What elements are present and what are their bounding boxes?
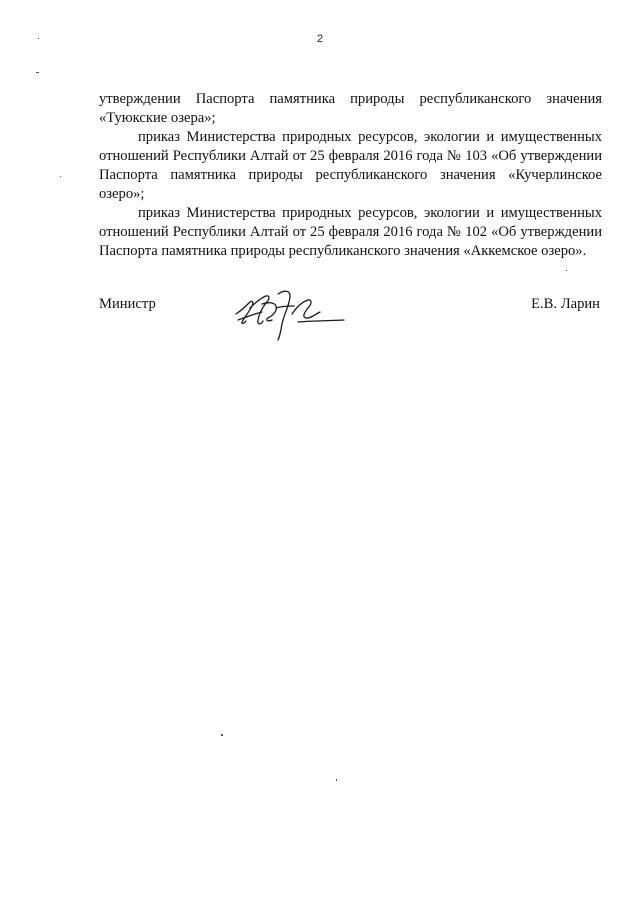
scan-speck	[566, 270, 567, 271]
document-body	[99, 90, 602, 261]
signatory-name: Е.В. Ларин	[531, 296, 600, 312]
paragraph-3: приказ Министерства природных ресурсов, экологии и имущественных отношений Республики Алтай от 25 февраля 2016 года № 102 «Об утверждении Паспорта памятника природы республиканского значения «Аккемское озеро».	[99, 205, 602, 259]
signature-block	[99, 296, 602, 346]
scan-speck	[36, 72, 39, 73]
scan-speck	[336, 779, 337, 781]
paragraph-1: утверждении Паспорта памятника природы республиканского значения «Туюкские озера»;	[99, 91, 602, 126]
scan-speck	[38, 38, 39, 39]
scan-speck	[60, 176, 61, 177]
scan-speck	[221, 734, 223, 736]
page-number: 2	[316, 33, 324, 45]
handwritten-signature	[232, 284, 348, 342]
paragraph-2: приказ Министерства природных ресурсов, экологии и имущественных отношений Республики Алтай от 25 февраля 2016 года № 103 «Об утверждении Паспорта памятника природы республиканского значения «Кучерлинское озеро»;	[99, 129, 602, 202]
signatory-title: Министр	[99, 296, 156, 312]
